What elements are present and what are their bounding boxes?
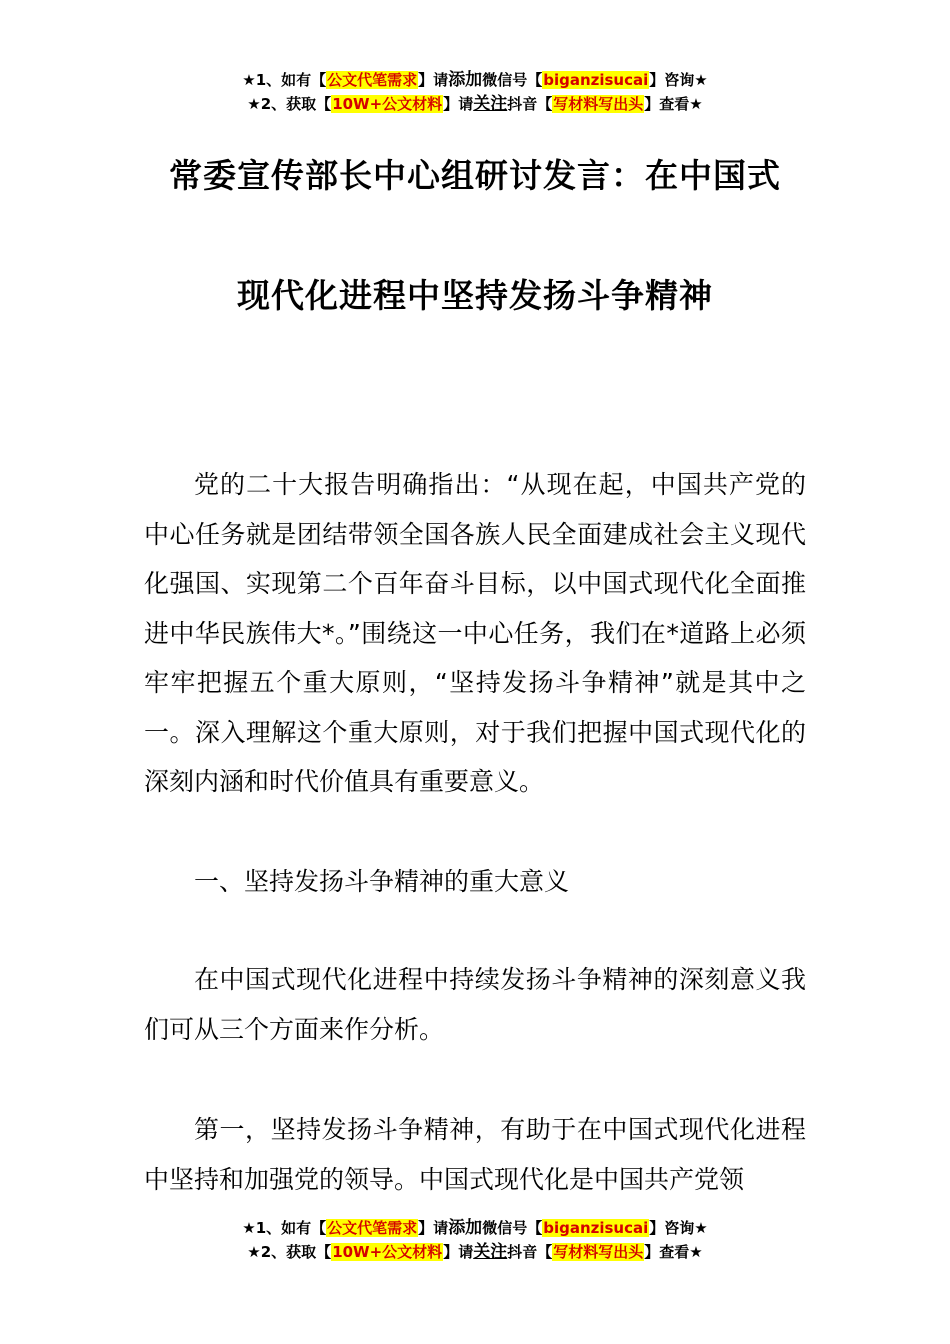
banner-text: 】请 — [418, 71, 449, 89]
emphasis-text: 关注 — [473, 94, 508, 114]
banner-text: 2、获取【 — [260, 95, 332, 113]
banner-text: 】查看★ — [644, 95, 703, 113]
document-title-line-1: 常委宣传部长中心组研讨发言：在中国式 — [169, 156, 781, 195]
star-icon: ★ — [242, 1219, 256, 1237]
banner-text: 】咨询★ — [649, 71, 708, 89]
banner-text: 抖音【 — [507, 1243, 553, 1261]
banner-line-2 — [0, 1240, 950, 1264]
star-icon: ★ — [242, 71, 256, 89]
emphasis-text: 添加 — [448, 1218, 483, 1238]
highlight-tag: 公文代笔需求 — [327, 1219, 418, 1237]
banner-line-1 — [0, 1216, 950, 1240]
star-icon: ★ — [247, 1243, 261, 1261]
emphasis-text: 关注 — [473, 1242, 508, 1262]
banner-text: 】请 — [443, 95, 474, 113]
banner-text: 微信号【 — [482, 71, 543, 89]
section-heading: 一、坚持发扬斗争精神的重大意义 — [194, 867, 570, 896]
wechat-id: biganzisucai — [543, 71, 649, 89]
banner-text: 抖音【 — [507, 95, 553, 113]
douyin-id: 写材料写出头 — [553, 95, 644, 113]
paragraph-first-point: 第一，坚持发扬斗争精神，有助于在中国式现代化进程中坚持和加强党的领导。中国式现代化是中国共产党领 — [144, 1115, 806, 1194]
banner-text: 2、获取【 — [260, 1243, 332, 1261]
paragraph-analysis: 在中国式现代化进程中持续发扬斗争精神的深刻意义我们可从三个方面来作分析。 — [144, 965, 806, 1044]
highlight-tag: 10W+公文材料 — [332, 95, 443, 113]
banner-text: 1、如有【 — [255, 1219, 327, 1237]
banner-line-1 — [0, 68, 950, 92]
highlight-tag: 公文代笔需求 — [327, 71, 418, 89]
banner-text: 】咨询★ — [649, 1219, 708, 1237]
banner-text: 】请 — [418, 1219, 449, 1237]
emphasis-text: 添加 — [448, 70, 483, 90]
document-title-line-2: 现代化进程中坚持发扬斗争精神 — [237, 276, 713, 315]
header-banner — [0, 68, 950, 116]
banner-text: 】请 — [443, 1243, 474, 1261]
star-icon: ★ — [247, 95, 261, 113]
paragraph-intro: 党的二十大报告明确指出：“从现在起，中国共产党的中心任务就是团结带领全国各族人民全面建成社会主义现代化强国、实现第二个百年奋斗目标，以中国式现代化全面推进中华民族伟大*。”围绕这一中心任务，我们在*道路上必须牢牢把握五个重大原则，“坚持发扬斗争精神”就是其中之一。深入理解这个重大原则，对于我们把握中国式现代化的深刻内涵和时代价值具有重要意义。 — [144, 470, 806, 796]
banner-text: 微信号【 — [482, 1219, 543, 1237]
banner-line-2 — [0, 92, 950, 116]
douyin-id: 写材料写出头 — [553, 1243, 644, 1261]
highlight-tag: 10W+公文材料 — [332, 1243, 443, 1261]
banner-text: 】查看★ — [644, 1243, 703, 1261]
banner-text: 1、如有【 — [255, 71, 327, 89]
wechat-id: biganzisucai — [543, 1219, 649, 1237]
footer-banner — [0, 1216, 950, 1264]
